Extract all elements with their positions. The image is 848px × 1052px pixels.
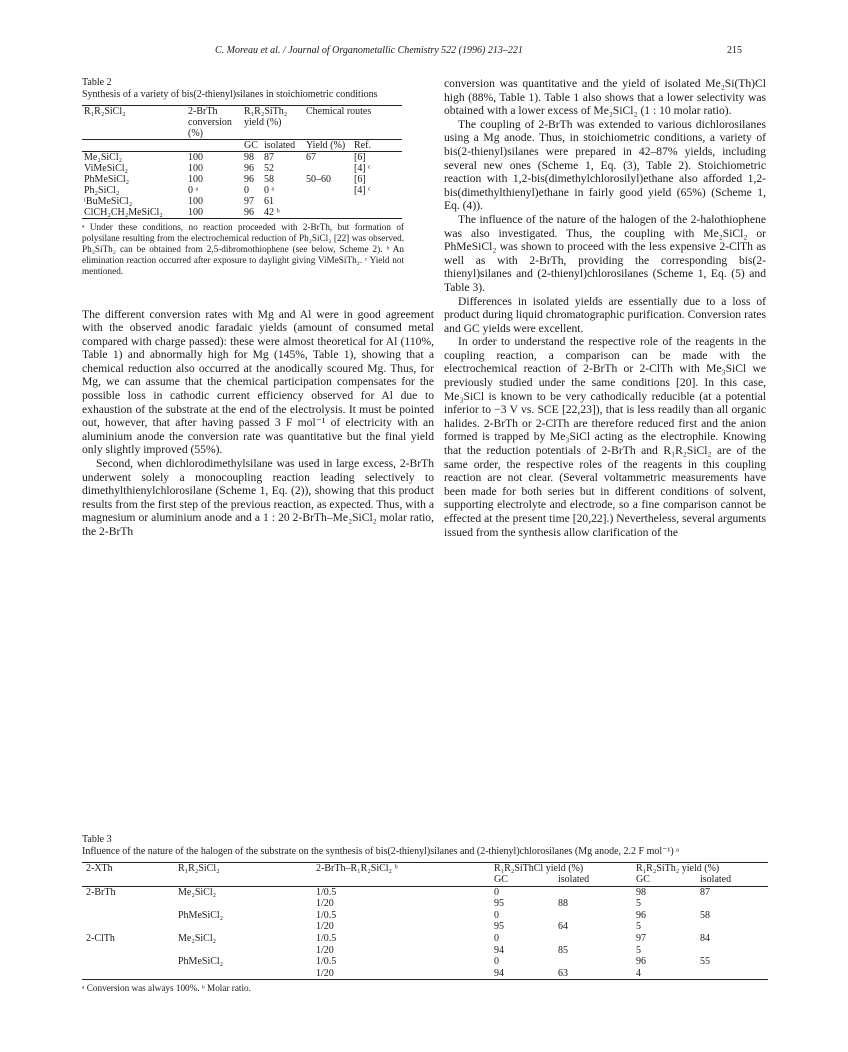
paragraph: The coupling of 2-BrTh was extended to various dichlorosilanes using a Mg anode. Thus, in stoichiometric conditions, a variety of bis(2-thienyl)silanes were prepared in 42–87% yields, including several new ones (Scheme 1, Eq. (3), Table 2). Stoichiometric reaction with 1,2-bis(dimethylchlorosilyl)ethane also afforded 1,2-bis(dimethylthienyl)ethane in fairly good yield (65%) (Scheme 1, Eq. (4)).: [444, 117, 766, 213]
table2-label: Table 2: [82, 77, 112, 88]
table-row: PhMeSiCl₂ 1/0.5 0 96 58: [178, 909, 710, 921]
running-header: [0, 45, 848, 61]
page-number: 215: [727, 45, 742, 56]
t2-col-routes: Chemical routes: [306, 105, 372, 117]
t2-sub-isolated: isolated: [264, 139, 296, 151]
t3-col-silane: R₁R₂SiCl₂: [178, 862, 220, 874]
table3-footnote: ᵃ Conversion was always 100%. ᵇ Molar ratio.: [82, 983, 251, 994]
t2-sub-ref: Ref.: [354, 139, 371, 151]
paragraph: Second, when dichlorodimethylsilane was used in large excess, 2-BrTh underwent solely a monocoupling reaction leading selectively to dimethylthienylchlorosilane (Scheme 1, Eq. (2)), showing that this product results from the first step of the previous reaction, as expected. Thus, with a magnesium or aluminium anode and a 1 : 20 2-BrTh–Me₂SiCl₂ molar ratio, the 2-BrTh: [82, 457, 434, 539]
table2-caption: Synthesis of a variety of bis(2-thienyl)silanes in stoichiometric conditions: [82, 89, 378, 100]
table-row: 1/20 95 88 5: [316, 898, 641, 910]
t2-sub-yield: Yield (%): [306, 139, 346, 151]
t3-sub-isolated: isolated: [558, 874, 590, 886]
table-row: 2-ClTh Me₂SiCl₂ 1/0.5 0 97 84: [86, 933, 710, 945]
t2-col-yield: R₁R₂SiTh₂ yield (%): [244, 105, 288, 128]
table-row: ViMeSiCl₂ 100 96 52 [4] ᶜ: [84, 162, 371, 174]
left-body-text: [82, 308, 434, 539]
table-row: PhMeSiCl₂ 1/0.5 0 96 55: [178, 956, 710, 968]
table2-footnote: ᵃ Under these conditions, no reaction proceeded with 2-BrTh, but formation of polysilane resulting from the electrochemical reduction of Ph₂SiCl₂ [22] was observed. Ph₂SiTh₂ can be obtained from 2,5-dibromothiophene (see below, Scheme 2). ᵇ An elimination reaction occurred after exposure to daylight giving ViMeSiTh₂. ᶜ Yield not mentioned.: [82, 221, 404, 277]
t2-sub-gc: GC: [244, 139, 258, 151]
t3-col-ratio: 2-BrTh–R₁R₂SiCl₂ ᵇ: [316, 862, 398, 874]
t3-sub-isolated-2: isolated: [700, 874, 732, 886]
right-column: [444, 77, 766, 539]
paragraph: In order to understand the respective role of the reagents in the coupling reaction, a comparison can be made with the electrochemical reaction of 2-BrTh or 2-ClTh with Me₃SiCl we previously studied under the same conditions [20]. In this case, Me₃SiCl is known to be very cathodically reducible (at a potential inferior to −3 V vs. SCE [22,23]), that is less readily than all organic halides. 2-BrTh or 2-ClTh are therefore reduced first and the anion formed is trapped by Me₃SiCl acting as the electrophile. Knowing that the reduction potentials of 2-BrTh and R₁R₂SiCl₂ are of the same order, the respective roles of the reagents in this coupling reaction are not clear. (Several voltammetric measurements have been made for both series but in different conditions of solvent, supporting electrolyte and electrode, so a fine comparison cannot be effected at the present time [20,22].) Nevertheless, several arguments issued from the synthesis allow clarification of the: [444, 335, 766, 539]
table2: [82, 105, 402, 219]
table-row: Ph₂SiCl₂ 0 ᵃ 0 0 ᵃ [4] ᶜ: [84, 184, 371, 196]
t3-col-xth: 2-XTh: [86, 862, 113, 874]
table-row: ClCH₂CH₂MeSiCl₂ 100 96 42 ᵇ: [82, 207, 402, 219]
table-row: ᵗBuMeSiCl₂ 100 97 61: [84, 195, 274, 207]
table3: [82, 862, 768, 981]
table3-label: Table 3: [82, 834, 112, 845]
paragraph: The influence of the nature of the halogen of the 2-halothiophene was also investigated. Thus, the coupling with Me₂SiCl₂ or PhMeSiCl₂ was shown to proceed with the less expensive 2-ClTh as well as with 2-BrTh, providing the corresponding bis(2-thienyl)silanes and (2-thienyl)chlorosilanes (Scheme 1, Eq. (5) and Table 3).: [444, 212, 766, 294]
right-body-text: [444, 77, 766, 539]
paragraph: The different conversion rates with Mg and Al were in good agreement with the observed anodic faradaic yields (amount of consumed metal compared with charge passed): these were almost theoretical for Al (110%, Table 1) and abnormally high for Mg (145%, Table 1), showing that a chemical reduction also occurred at the anodically scoured Mg. Thus, for Mg, we can assume that the chemical participation compensates for the possible loss in cathodic current efficiency observed for Al due to exhaustion of the substrate at the end of the electrolysis. It must be pointed out, however, that after having passed 3 F mol⁻¹ of electricity with an aluminium anode the conversion rate was quantitative but the final yield only slightly improved (55%).: [82, 307, 434, 457]
table3-caption: Influence of the nature of the halogen of the substrate on the synthesis of bis(2-thienyl)silanes and (2-thienyl)chlorosilanes (Mg anode, 2.2 F mol⁻¹) ᵃ: [82, 846, 679, 857]
table-row: PhMeSiCl₂ 100 96 58 50–60 [6]: [84, 173, 366, 185]
t3-col-thcl: R₁R₂SiThCl yield (%): [494, 862, 584, 874]
t2-col-compound: R₁R₂SiCl₂: [84, 105, 126, 117]
t3-col-th2: R₁R₂SiTh₂ yield (%): [636, 862, 720, 874]
table-row: 1/20 94 63 4: [82, 968, 768, 980]
table3-block: [82, 834, 768, 995]
table-row: Me₂SiCl₂ 100 98 87 67 [6]: [82, 151, 402, 163]
table-row: 1/20 94 85 5: [316, 944, 641, 956]
paragraph: Differences in isolated yields are essentially due to a loss of product during liquid chromatographic purification. Conversion rates and GC yields were excellent.: [444, 294, 766, 335]
t3-sub-gc-2: GC: [636, 874, 650, 886]
left-column: [82, 77, 434, 539]
journal-citation: C. Moreau et al. / Journal of Organometallic Chemistry 522 (1996) 213–221: [215, 45, 523, 56]
t2-col-conversion: 2-BrTh conversion (%): [188, 105, 232, 139]
paragraph: conversion was quantitative and the yield of isolated Me₂Si(Th)Cl high (88%, Table 1). Table 1 also shows that a lower selectivity was obtained with a lower excess of Me₂SiCl₂ (1 : 10 molar ratio).: [444, 77, 766, 118]
t3-sub-gc: GC: [494, 874, 508, 886]
table-row: 2-BrTh Me₂SiCl₂ 1/0.5 0 98 87: [82, 886, 768, 898]
table-row: 1/20 95 64 5: [316, 921, 641, 933]
